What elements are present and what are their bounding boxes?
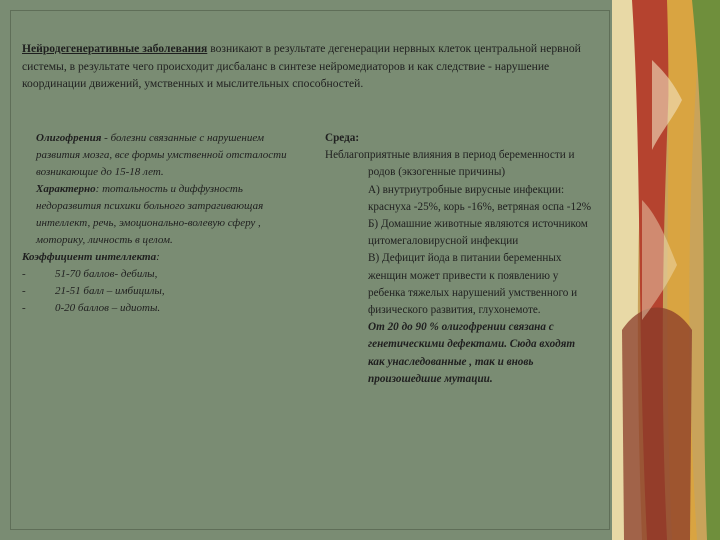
dash-marker: - (22, 302, 26, 314)
iq-heading (22, 249, 307, 266)
genetic-conclusion: От 20 до 90 % олигофрении связана с генетическими дефектами. Сюда входят как унаследованные , так и вновь произошедшие мутации. (368, 321, 576, 385)
intro-paragraph (22, 40, 587, 93)
oligophrenia-term: Олигофрения (36, 132, 102, 144)
characteristic-text: : тотальность и диффузность недоразвития психики больного затрагивающая интеллект, речь, эмоционально-волевую сферу , моторику, личность в целом. (36, 183, 264, 246)
iq-item (22, 283, 307, 300)
environment-heading: Среда: (325, 132, 360, 144)
decorative-ribbon-art (612, 0, 720, 540)
iq-term: Коэффициент интеллекта (22, 251, 157, 263)
intro-term: Нейродегенеративные заболевания (22, 42, 208, 55)
iq-item (22, 300, 307, 317)
environment-item-b: Б) Домашние животные являются источником цитомегаловирусной инфекции (368, 218, 588, 248)
iq-item (22, 266, 307, 283)
iq-item-text: 51-70 баллов- дебилы, (55, 268, 158, 280)
characteristic-term: Характерно (36, 183, 96, 195)
environment-item-a: А) внутриутробные вирусные инфекции: краснуха -25%, корь -16%, ветряная оспа -12% (368, 183, 592, 213)
dash-marker: - (22, 285, 26, 297)
oligophrenia-definition (22, 130, 307, 181)
intro-text: возникают в результате дегенерации нервных клеток центральной нервной системы, в результате чего происходит дисбаланс в синтезе нейромедиаторов и как следствие - нарушение координации движений, умственных и мыслительных способностей. (22, 42, 581, 90)
dash-marker: - (22, 268, 26, 280)
iq-item-text: 21-51 балл – имбицилы, (55, 285, 165, 297)
right-column (325, 130, 593, 388)
iq-suffix: : (156, 251, 160, 263)
environment-item-v: В) Дефицит йода в питании беременных женщин может привести к появлению у ребенка тяжелых нарушений умственного и физического развития, глухонемоте. (368, 252, 578, 317)
iq-item-text: 0-20 баллов – идиоты. (55, 302, 161, 314)
oligophrenia-text: - болезни связанные с нарушением развития мозга, все формы умственной отсталости возникающие до 15-18 лет. (36, 132, 287, 178)
environment-lead: Неблагоприятные влияния в период беременности и родов (экзогенные причины) (325, 149, 575, 179)
characteristic-paragraph (22, 181, 307, 249)
left-column (22, 130, 307, 317)
